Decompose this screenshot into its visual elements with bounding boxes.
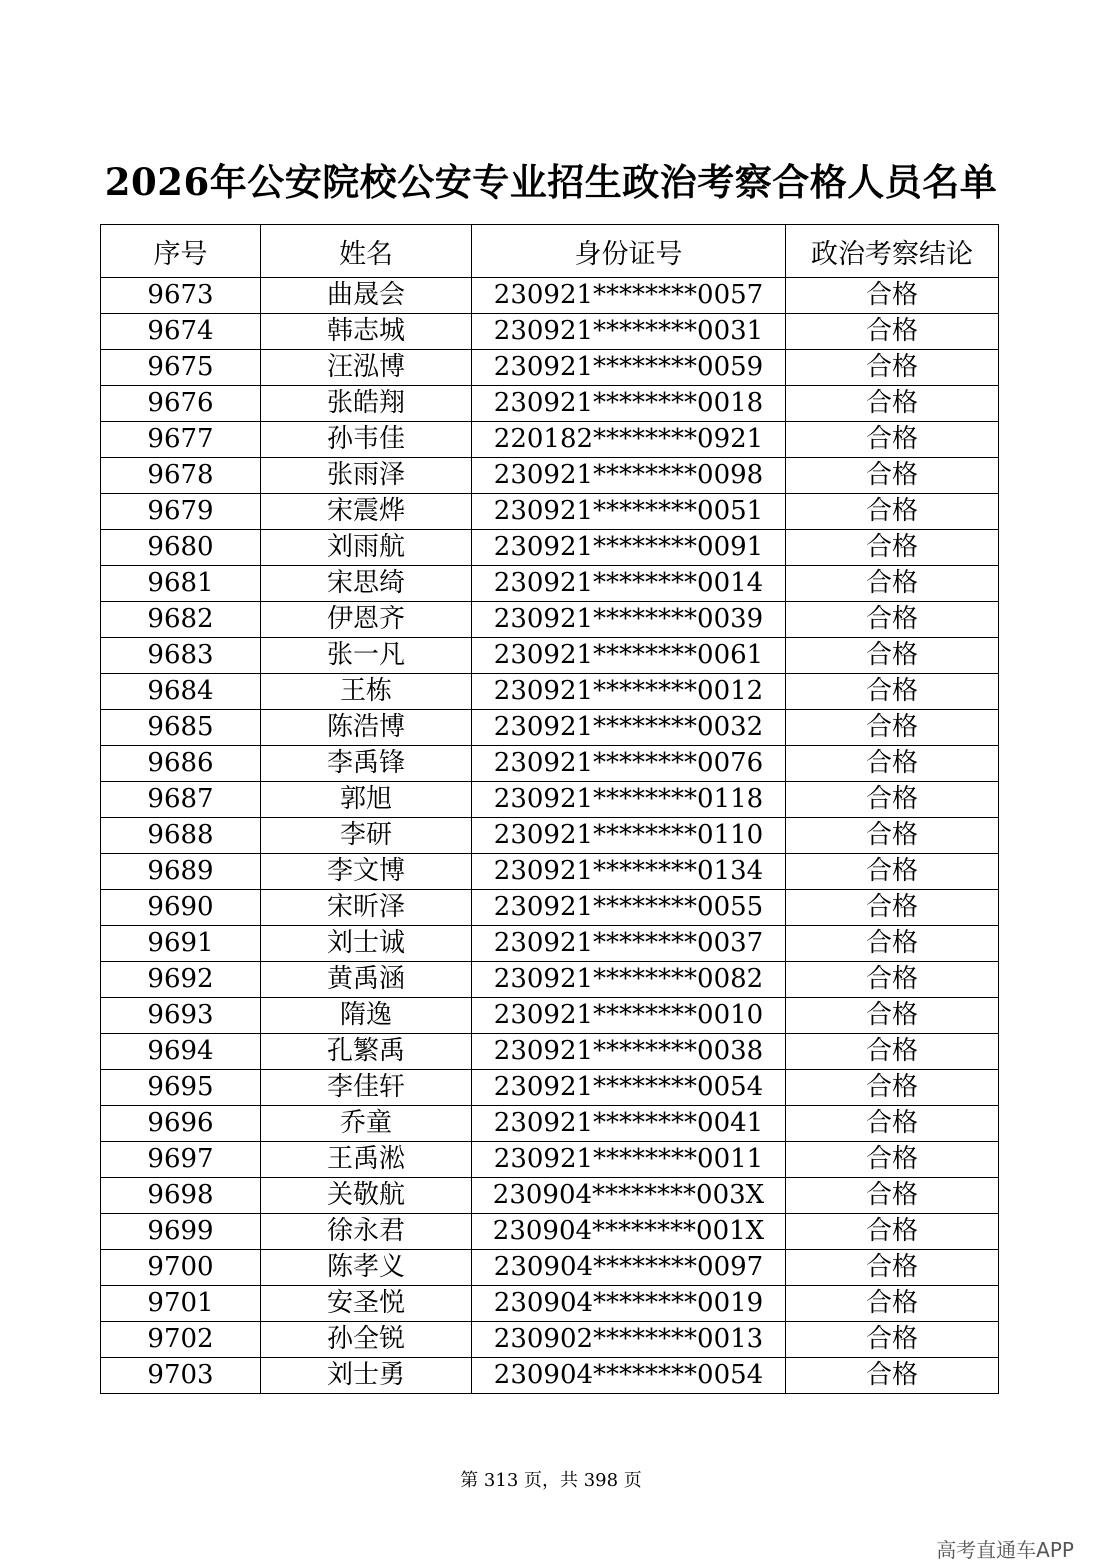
- cell-id-number: 230921********0010: [472, 998, 786, 1034]
- cell-id-number: 230921********0118: [472, 782, 786, 818]
- cell-id-number: 230921********0076: [472, 746, 786, 782]
- table-row: [101, 1358, 999, 1394]
- cell-id-number: 230904********0097: [472, 1250, 786, 1286]
- cell-result: 合格: [786, 998, 999, 1034]
- cell-seq: 9694: [101, 1034, 261, 1070]
- cell-name: 李禹锋: [261, 746, 472, 782]
- table-row: [101, 566, 999, 602]
- cell-seq: 9682: [101, 602, 261, 638]
- cell-name: 黄禹涵: [261, 962, 472, 998]
- cell-id-number: 230921********0014: [472, 566, 786, 602]
- cell-id-number: 230921********0032: [472, 710, 786, 746]
- cell-name: 隋逸: [261, 998, 472, 1034]
- table-row: [101, 1106, 999, 1142]
- cell-id-number: 230921********0039: [472, 602, 786, 638]
- cell-seq: 9702: [101, 1322, 261, 1358]
- cell-id-number: 230921********0011: [472, 1142, 786, 1178]
- cell-seq: 9700: [101, 1250, 261, 1286]
- table-row: [101, 602, 999, 638]
- cell-name: 陈孝义: [261, 1250, 472, 1286]
- cell-name: 安圣悦: [261, 1286, 472, 1322]
- table-row: [101, 422, 999, 458]
- cell-result: 合格: [786, 638, 999, 674]
- cell-seq: 9679: [101, 494, 261, 530]
- cell-id-number: 230921********0054: [472, 1070, 786, 1106]
- cell-seq: 9681: [101, 566, 261, 602]
- cell-name: 李研: [261, 818, 472, 854]
- cell-id-number: 230904********0019: [472, 1286, 786, 1322]
- cell-result: 合格: [786, 458, 999, 494]
- cell-name: 孔繁禹: [261, 1034, 472, 1070]
- cell-name: 刘士诚: [261, 926, 472, 962]
- cell-id-number: 230904********003X: [472, 1178, 786, 1214]
- cell-result: 合格: [786, 818, 999, 854]
- cell-result: 合格: [786, 926, 999, 962]
- cell-result: 合格: [786, 566, 999, 602]
- cell-seq: 9691: [101, 926, 261, 962]
- cell-id-number: 230921********0091: [472, 530, 786, 566]
- table-row: [101, 314, 999, 350]
- cell-seq: 9693: [101, 998, 261, 1034]
- table-row: [101, 494, 999, 530]
- cell-id-number: 230921********0059: [472, 350, 786, 386]
- cell-seq: 9686: [101, 746, 261, 782]
- cell-result: 合格: [786, 1322, 999, 1358]
- cell-result: 合格: [786, 602, 999, 638]
- table-row: [101, 386, 999, 422]
- cell-name: 刘雨航: [261, 530, 472, 566]
- table-row: [101, 890, 999, 926]
- table-row: [101, 1178, 999, 1214]
- cell-name: 宋昕泽: [261, 890, 472, 926]
- table-row: [101, 962, 999, 998]
- table-row: [101, 1322, 999, 1358]
- cell-name: 王禹淞: [261, 1142, 472, 1178]
- cell-name: 曲晟会: [261, 278, 472, 314]
- table-row: [101, 638, 999, 674]
- table-row: [101, 710, 999, 746]
- cell-result: 合格: [786, 746, 999, 782]
- table-row: [101, 926, 999, 962]
- cell-id-number: 230902********0013: [472, 1322, 786, 1358]
- cell-result: 合格: [786, 782, 999, 818]
- cell-seq: 9698: [101, 1178, 261, 1214]
- cell-result: 合格: [786, 314, 999, 350]
- cell-seq: 9701: [101, 1286, 261, 1322]
- cell-name: 宋思绮: [261, 566, 472, 602]
- cell-seq: 9684: [101, 674, 261, 710]
- cell-id-number: 230921********0037: [472, 926, 786, 962]
- cell-id-number: 230921********0134: [472, 854, 786, 890]
- cell-name: 王栋: [261, 674, 472, 710]
- cell-result: 合格: [786, 962, 999, 998]
- cell-result: 合格: [786, 1106, 999, 1142]
- table-row: [101, 530, 999, 566]
- cell-result: 合格: [786, 494, 999, 530]
- cell-seq: 9692: [101, 962, 261, 998]
- cell-id-number: 230921********0061: [472, 638, 786, 674]
- cell-name: 郭旭: [261, 782, 472, 818]
- table-row: [101, 746, 999, 782]
- table-row: [101, 782, 999, 818]
- cell-name: 李文博: [261, 854, 472, 890]
- header-name: 姓名: [261, 225, 472, 278]
- cell-seq: 9680: [101, 530, 261, 566]
- cell-id-number: 230921********0098: [472, 458, 786, 494]
- table-row: [101, 1142, 999, 1178]
- cell-name: 徐永君: [261, 1214, 472, 1250]
- cell-result: 合格: [786, 1250, 999, 1286]
- header-seq: 序号: [101, 225, 261, 278]
- cell-id-number: 230921********0031: [472, 314, 786, 350]
- header-id-number: 身份证号: [472, 225, 786, 278]
- roster-table: [100, 224, 999, 1394]
- table-row: [101, 818, 999, 854]
- cell-result: 合格: [786, 530, 999, 566]
- cell-name: 韩志城: [261, 314, 472, 350]
- cell-seq: 9703: [101, 1358, 261, 1394]
- cell-name: 陈浩博: [261, 710, 472, 746]
- table-row: [101, 854, 999, 890]
- table-row: [101, 674, 999, 710]
- cell-id-number: 230921********0057: [472, 278, 786, 314]
- cell-result: 合格: [786, 1214, 999, 1250]
- cell-result: 合格: [786, 1358, 999, 1394]
- table-row: [101, 350, 999, 386]
- header-result: 政治考察结论: [786, 225, 999, 278]
- cell-id-number: 220182********0921: [472, 422, 786, 458]
- cell-seq: 9677: [101, 422, 261, 458]
- cell-name: 孙全锐: [261, 1322, 472, 1358]
- table-row: [101, 1070, 999, 1106]
- table-row: [101, 1286, 999, 1322]
- cell-name: 宋震烨: [261, 494, 472, 530]
- document-title: 2026年公安院校公安专业招生政治考察合格人员名单: [104, 160, 998, 204]
- cell-name: 汪泓博: [261, 350, 472, 386]
- cell-result: 合格: [786, 1070, 999, 1106]
- cell-result: 合格: [786, 674, 999, 710]
- cell-result: 合格: [786, 890, 999, 926]
- cell-result: 合格: [786, 1034, 999, 1070]
- cell-result: 合格: [786, 386, 999, 422]
- cell-seq: 9688: [101, 818, 261, 854]
- table-row: [101, 1034, 999, 1070]
- cell-seq: 9676: [101, 386, 261, 422]
- cell-id-number: 230921********0110: [472, 818, 786, 854]
- cell-name: 李佳轩: [261, 1070, 472, 1106]
- cell-seq: 9689: [101, 854, 261, 890]
- cell-result: 合格: [786, 854, 999, 890]
- watermark-text: 高考直通车APP: [936, 1538, 1074, 1562]
- cell-result: 合格: [786, 1178, 999, 1214]
- cell-name: 乔童: [261, 1106, 472, 1142]
- cell-result: 合格: [786, 278, 999, 314]
- table-body: [101, 278, 999, 1394]
- cell-seq: 9690: [101, 890, 261, 926]
- cell-id-number: 230904********001X: [472, 1214, 786, 1250]
- cell-seq: 9699: [101, 1214, 261, 1250]
- cell-seq: 9673: [101, 278, 261, 314]
- cell-result: 合格: [786, 1142, 999, 1178]
- cell-result: 合格: [786, 710, 999, 746]
- cell-seq: 9687: [101, 782, 261, 818]
- cell-result: 合格: [786, 1286, 999, 1322]
- cell-seq: 9696: [101, 1106, 261, 1142]
- cell-id-number: 230921********0041: [472, 1106, 786, 1142]
- table-row: [101, 278, 999, 314]
- cell-name: 刘士勇: [261, 1358, 472, 1394]
- cell-seq: 9695: [101, 1070, 261, 1106]
- cell-id-number: 230921********0018: [472, 386, 786, 422]
- cell-id-number: 230921********0012: [472, 674, 786, 710]
- cell-result: 合格: [786, 422, 999, 458]
- table-row: [101, 1214, 999, 1250]
- cell-id-number: 230921********0082: [472, 962, 786, 998]
- table-row: [101, 1250, 999, 1286]
- cell-name: 孙韦佳: [261, 422, 472, 458]
- cell-name: 张一凡: [261, 638, 472, 674]
- cell-name: 关敬航: [261, 1178, 472, 1214]
- cell-seq: 9678: [101, 458, 261, 494]
- cell-id-number: 230921********0038: [472, 1034, 786, 1070]
- cell-seq: 9683: [101, 638, 261, 674]
- page-number: 第 313 页，共 398 页: [460, 1470, 642, 1491]
- cell-name: 张雨泽: [261, 458, 472, 494]
- cell-seq: 9697: [101, 1142, 261, 1178]
- table-row: [101, 998, 999, 1034]
- cell-seq: 9674: [101, 314, 261, 350]
- cell-seq: 9685: [101, 710, 261, 746]
- cell-name: 伊恩齐: [261, 602, 472, 638]
- cell-name: 张皓翔: [261, 386, 472, 422]
- cell-id-number: 230921********0055: [472, 890, 786, 926]
- cell-result: 合格: [786, 350, 999, 386]
- cell-id-number: 230904********0054: [472, 1358, 786, 1394]
- table-row: [101, 458, 999, 494]
- cell-seq: 9675: [101, 350, 261, 386]
- cell-id-number: 230921********0051: [472, 494, 786, 530]
- table-header-row: [101, 225, 999, 278]
